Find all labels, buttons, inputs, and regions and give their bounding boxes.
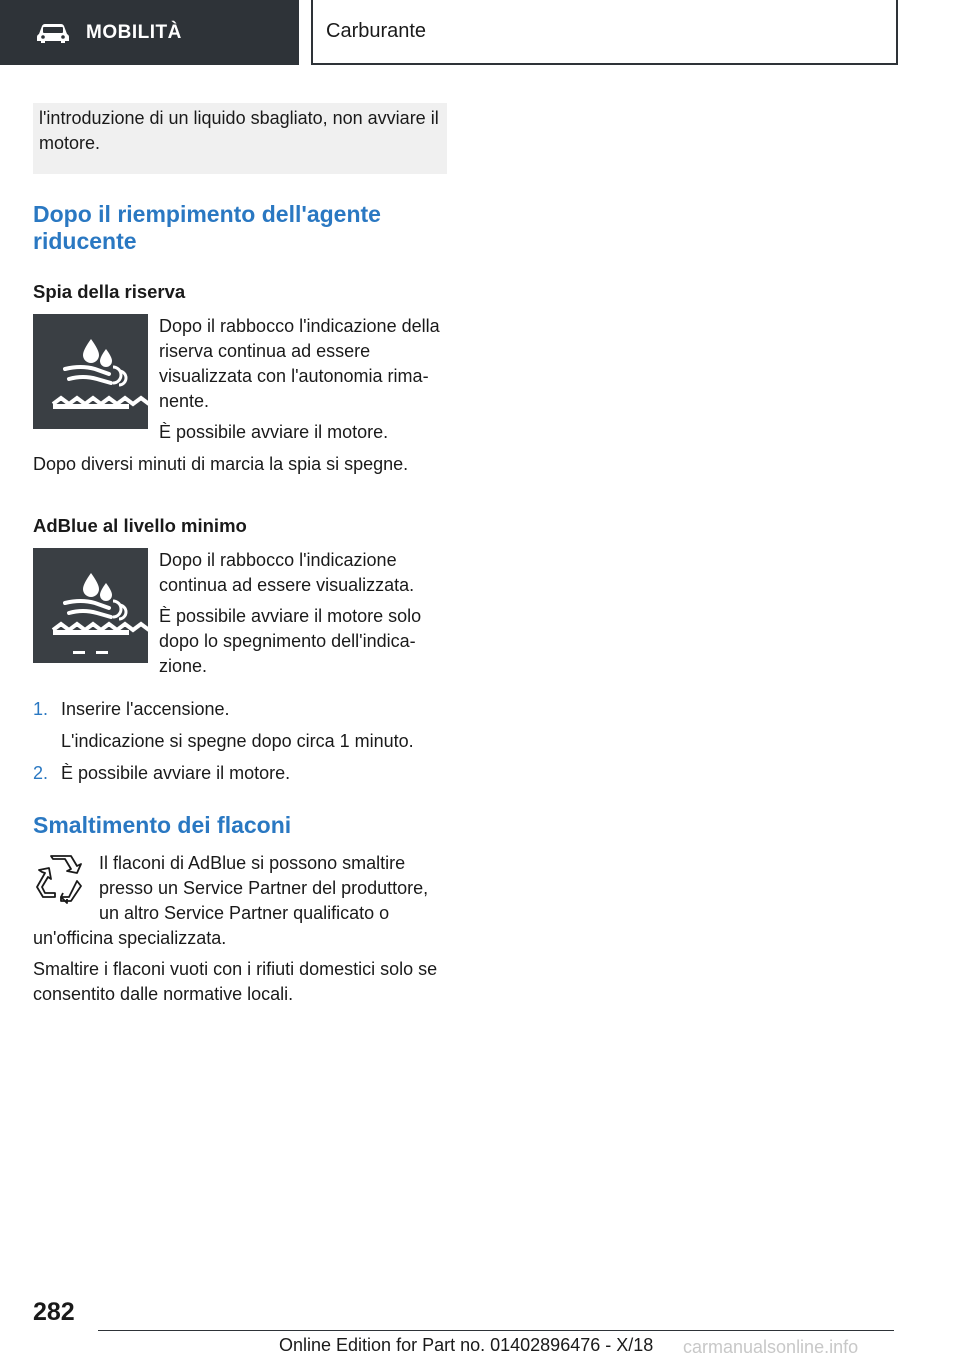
reserve-para-3: Dopo diversi minuti di marcia la spia si spegne.: [33, 454, 409, 474]
minimum-block: [33, 548, 447, 679]
step-number: 1.: [33, 699, 49, 719]
step-text: È possibile avviare il motore.: [61, 763, 291, 783]
section-title: MOBILITÀ: [86, 21, 182, 43]
car-icon: [36, 22, 70, 44]
minimum-para-2: È possibile avviare il motore solo dopo lo spegnimento dell'indicazione.: [159, 606, 422, 676]
watermark: carmanualsonline.info: [683, 1337, 859, 1357]
step-number: 2.: [33, 763, 49, 783]
adblue-reserve-warning-icon: [33, 314, 148, 429]
step-text: Inserire l'accensione.: [61, 699, 230, 719]
list-item: [33, 697, 447, 754]
minimum-para-1: Dopo il rabbocco l'indicazione continua ad essere visualizzata.: [159, 550, 415, 595]
footer-divider: [98, 1330, 894, 1331]
page-number: 282: [33, 1298, 75, 1326]
subheading-minimum: AdBlue al livello minimo: [33, 515, 247, 536]
disposal-para-1: Il flaconi di AdBlue si possono smaltire presso un Service Partner del produttore, un altro Service Partner qualificato o un'officina specializzata.: [33, 853, 429, 948]
recycle-icon: [33, 853, 85, 905]
note-box: [33, 103, 447, 174]
subheading-reserve: Spia della riserva: [33, 281, 186, 302]
minimum-text: [159, 548, 447, 679]
step-subtext: L'indicazione si spegne dopo circa 1 minuto.: [61, 731, 414, 751]
edition-text: Online Edition for Part no. 01402896476 - X/18: [279, 1335, 654, 1355]
chapter-title: Carburante: [326, 20, 427, 42]
section-heading-refill: Dopo il riempimento dell'agente riducente: [33, 201, 381, 254]
page-content: [33, 103, 447, 1007]
adblue-minimum-warning-icon: [33, 548, 148, 663]
chapter-header: [311, 0, 898, 65]
disposal-para-2: Smaltire i flaconi vuoti con i rifiuti domestici solo se consentito dalle normative locali.: [33, 959, 438, 1004]
reserve-para-1: Dopo il rabbocco l'indicazione della riserva continua ad essere visualizzata con l'autonomia rimanente.: [159, 316, 440, 411]
steps-list: [33, 697, 447, 786]
reserve-para-2: È possibile avviare il motore.: [159, 422, 389, 442]
reserve-text: [159, 314, 447, 445]
note-text: l'introduzione di un liquido sbagliato, non avviare il motore.: [39, 108, 439, 153]
section-tab: [0, 0, 299, 65]
list-item: [33, 761, 447, 786]
reserve-block: [33, 314, 447, 445]
section-heading-disposal: Smaltimento dei flaconi: [33, 812, 292, 838]
disposal-block: [33, 851, 447, 1007]
